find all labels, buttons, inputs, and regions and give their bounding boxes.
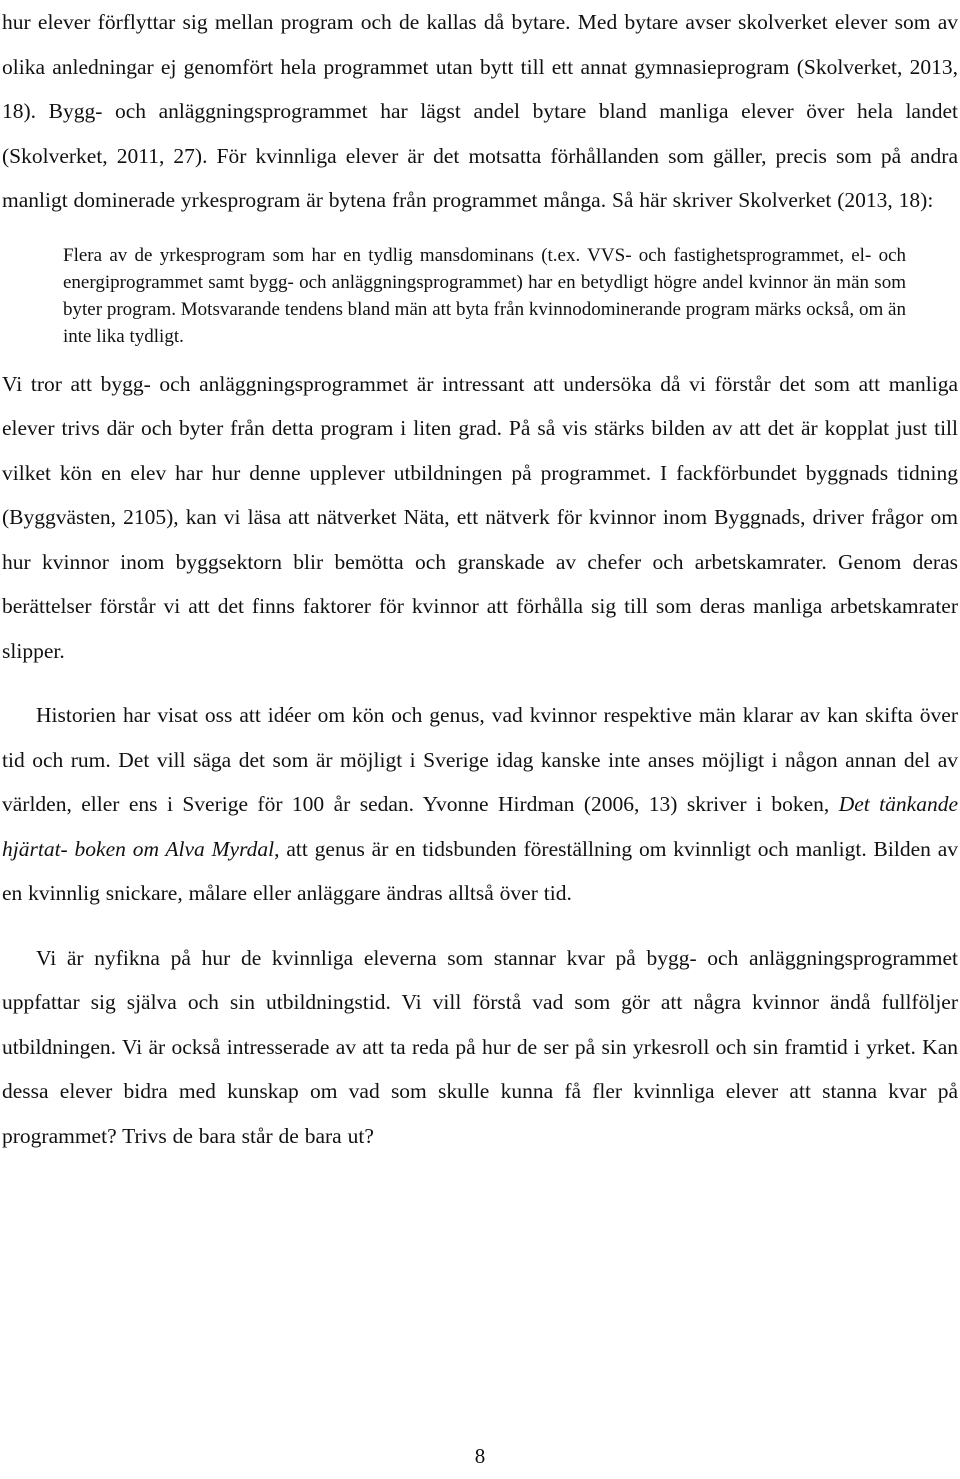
- body-paragraph-4: Vi är nyfikna på hur de kvinnliga eleverna som stannar kvar på bygg- och anläggningsprogrammet uppfattar sig själva och sin utbildningstid. Vi vill förstå vad som gör att några kvinnor ändå fullföljer utbildningen. Vi är också intresserade av att ta reda på hur de ser på sin yrkesroll och sin framtid i yrket. Kan dessa elever bidra med kunskap om vad som skulle kunna få fler kvinnliga elever att stanna kvar på programmet? Trivs de bara står de bara ut?: [2, 945, 958, 1148]
- paragraph-3-text-after-title: , att genus är en tidsbunden föreställning om kvinnligt och manligt. Bilden av en kvinnlig snickare, målare eller anläggare ändras alltså över tid.: [2, 836, 958, 905]
- body-paragraph-3: [2, 693, 958, 916]
- document-page: [2, 0, 958, 1158]
- body-paragraph-2: Vi tror att bygg- och anläggningsprogrammet är intressant att undersöka då vi förstår det som att manliga elever trivs där och byter från detta program i liten grad. På så vis stärks bilden av att det är kopplat just till vilket kön en elev har hur denne upplever utbildningen på programmet. I fackförbundet byggnads tidning (Byggvästen, 2105), kan vi läsa att nätverket Näta, ett nätverk för kvinnor inom Byggnads, driver frågor om hur kvinnor inom byggsektorn blir bemötta och granskade av chefer och arbetskamrater. Genom deras berättelser förstår vi att det finns faktorer för kvinnor att förhålla sig till som deras manliga arbetskamrater slipper.: [2, 371, 958, 663]
- page-number: 8: [474, 1444, 486, 1468]
- paragraph-3-text-before-title: Historien har visat oss att idéer om kön och genus, vad kvinnor respektive män klarar av kan skifta över tid och rum. Det vill säga det som är möjligt i Sverige idag kanske inte anses möjligt i någon annan del av världen, eller ens i Sverige för 100 år sedan. Yvonne Hirdman (2006, 13) skriver i boken,: [2, 703, 958, 816]
- block-quote: Flera av de yrkesprogram som har en tydlig mansdominans (t.ex. VVS- och fastighetsprogrammet, el- och energiprogrammet samt bygg- och anläggningsprogrammet) har en betydligt högre andel kvinnor än män som byter program. Motsvarande tendens bland män att byta från kvinnodominerande program märks också, om än inte lika tydligt.: [63, 244, 906, 347]
- body-paragraph-1: hur elever förflyttar sig mellan program och de kallas då bytare. Med bytare avser skolverket elever som av olika anledningar ej genomfört hela programmet utan bytt till ett annat gymnasieprogram (Skolverket, 2013, 18). Bygg- och anläggningsprogrammet har lägst andel bytare bland manliga elever över hela landet (Skolverket, 2011, 27). För kvinnliga elever är det motsatta förhållanden som gäller, precis som på andra manligt dominerade yrkesprogram är bytena från programmet många. Så här skriver Skolverket (2013, 18):: [2, 10, 958, 212]
- book-title: Det tänkande hjärtat- boken om Alva Myrdal: [2, 792, 958, 861]
